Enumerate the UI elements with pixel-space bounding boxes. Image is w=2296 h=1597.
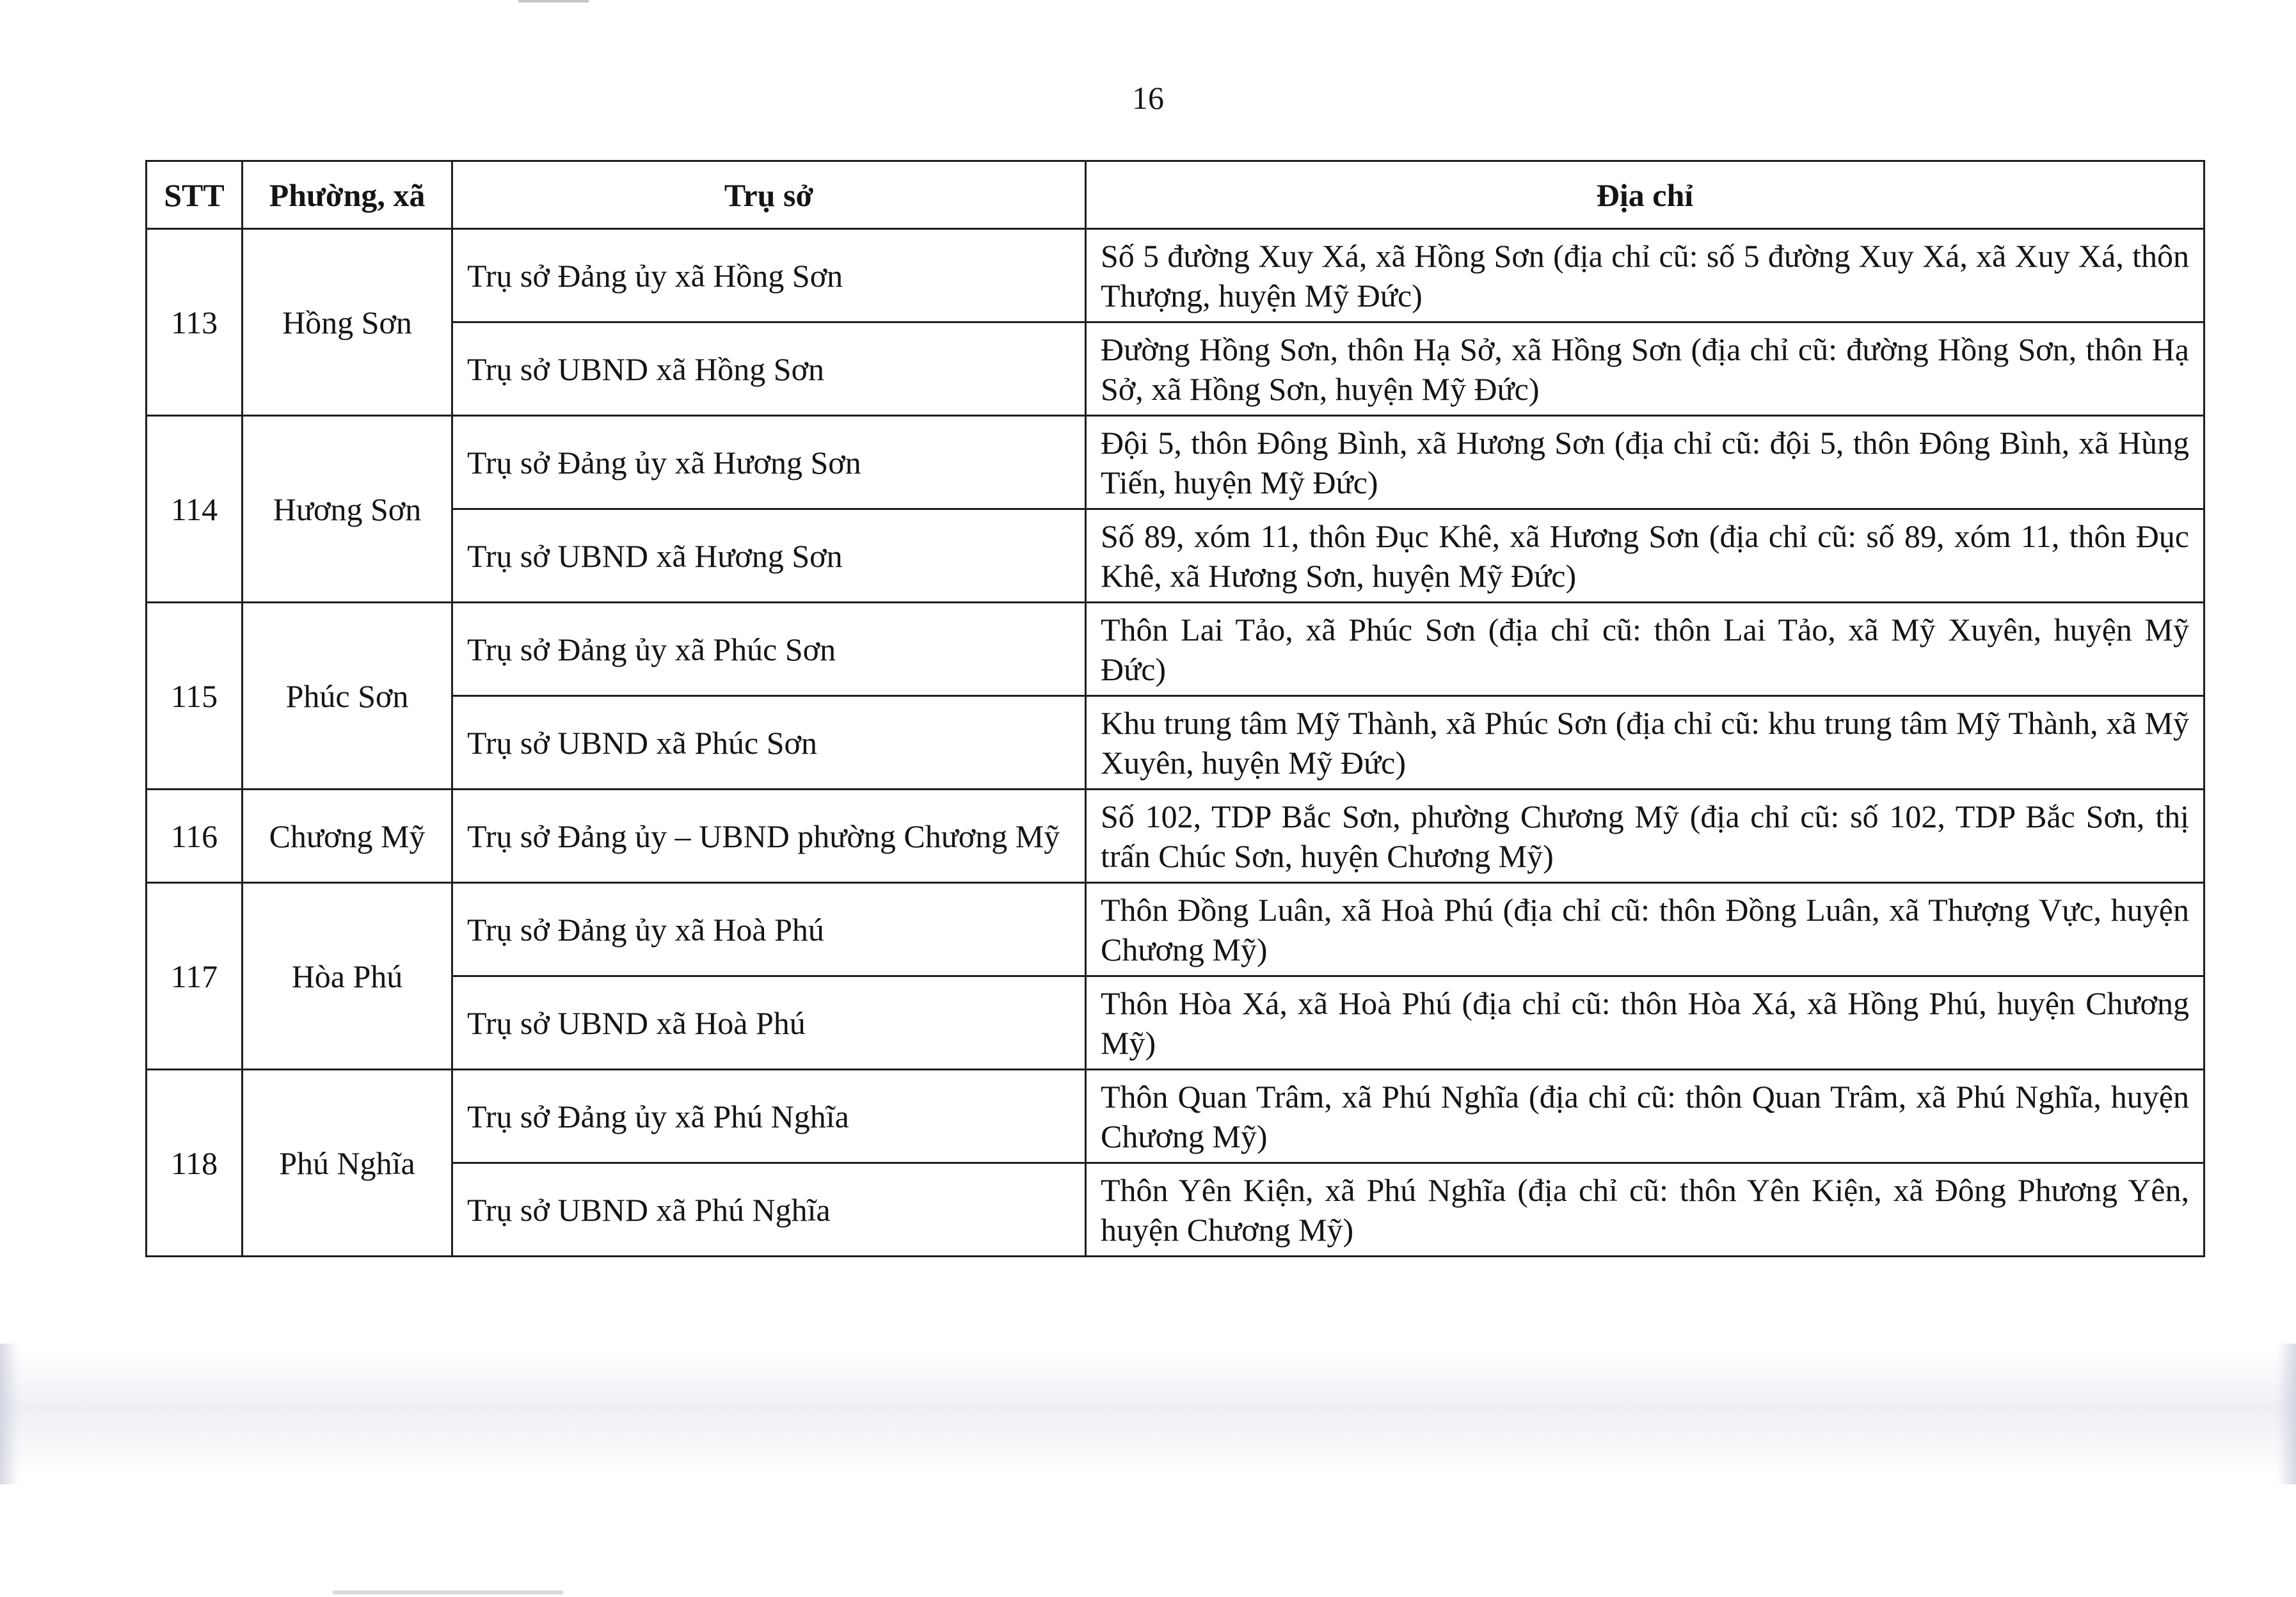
cell-office: Trụ sở Đảng ủy xã Hương Sơn bbox=[452, 416, 1086, 509]
cell-office: Trụ sở UBND xã Phúc Sơn bbox=[452, 696, 1086, 790]
cell-stt: 114 bbox=[147, 416, 243, 603]
cell-office: Trụ sở Đảng ủy xã Hoà Phú bbox=[452, 883, 1086, 976]
cell-address: Thôn Quan Trâm, xã Phú Nghĩa (địa chỉ cũ: thôn Quan Trâm, xã Phú Nghĩa, huyện Chương Mỹ) bbox=[1086, 1070, 2204, 1163]
table-row bbox=[147, 603, 2204, 696]
cell-office: Trụ sở Đảng ủy – UBND phường Chương Mỹ bbox=[452, 790, 1086, 883]
cell-address: Đội 5, thôn Đông Bình, xã Hương Sơn (địa chỉ cũ: đội 5, thôn Đông Bình, xã Hùng Tiến, huyện Mỹ Đức) bbox=[1086, 416, 2204, 509]
page-number: 16 bbox=[1132, 80, 1164, 116]
header-stt: STT bbox=[147, 161, 243, 229]
header-row bbox=[147, 161, 2204, 229]
cell-address: Khu trung tâm Mỹ Thành, xã Phúc Sơn (địa chỉ cũ: khu trung tâm Mỹ Thành, xã Mỹ Xuyên, huyện Mỹ Đức) bbox=[1086, 696, 2204, 790]
cell-ward: Phúc Sơn bbox=[243, 603, 452, 790]
table-row bbox=[147, 509, 2204, 603]
cell-address: Thôn Lai Tảo, xã Phúc Sơn (địa chỉ cũ: thôn Lai Tảo, xã Mỹ Xuyên, huyện Mỹ Đức) bbox=[1086, 603, 2204, 696]
cell-ward: Phú Nghĩa bbox=[243, 1070, 452, 1257]
table-row bbox=[147, 790, 2204, 883]
cell-ward: Hồng Sơn bbox=[243, 229, 452, 416]
headquarters-table bbox=[145, 160, 2205, 1257]
cell-ward: Hương Sơn bbox=[243, 416, 452, 603]
cell-stt: 118 bbox=[147, 1070, 243, 1257]
cell-office: Trụ sở Đảng ủy xã Phú Nghĩa bbox=[452, 1070, 1086, 1163]
cell-office: Trụ sở Đảng ủy xã Phúc Sơn bbox=[452, 603, 1086, 696]
table-row bbox=[147, 416, 2204, 509]
table-row bbox=[147, 976, 2204, 1070]
cell-address: Thôn Đồng Luân, xã Hoà Phú (địa chỉ cũ: thôn Đồng Luân, xã Thượng Vực, huyện Chương Mỹ) bbox=[1086, 883, 2204, 976]
header-address: Địa chỉ bbox=[1086, 161, 2204, 229]
table-row bbox=[147, 1070, 2204, 1163]
cell-address: Đường Hồng Sơn, thôn Hạ Sở, xã Hồng Sơn (địa chỉ cũ: đường Hồng Sơn, thôn Hạ Sở, xã Hồng Sơn, huyện Mỹ Đức) bbox=[1086, 322, 2204, 416]
scan-artifact-top bbox=[518, 0, 589, 3]
cell-stt: 113 bbox=[147, 229, 243, 416]
scan-edge-right bbox=[2277, 1344, 2296, 1484]
cell-ward: Hòa Phú bbox=[243, 883, 452, 1070]
scan-artifact-bottom bbox=[333, 1591, 563, 1594]
cell-office: Trụ sở Đảng ủy xã Hồng Sơn bbox=[452, 229, 1086, 322]
table-row bbox=[147, 1163, 2204, 1257]
table-row bbox=[147, 696, 2204, 790]
table-row bbox=[147, 322, 2204, 416]
cell-stt: 116 bbox=[147, 790, 243, 883]
cell-office: Trụ sở UBND xã Phú Nghĩa bbox=[452, 1163, 1086, 1257]
cell-office: Trụ sở UBND xã Hương Sơn bbox=[452, 509, 1086, 603]
header-ward: Phường, xã bbox=[243, 161, 452, 229]
scan-shade bbox=[0, 1350, 2296, 1478]
cell-address: Số 89, xóm 11, thôn Đục Khê, xã Hương Sơn (địa chỉ cũ: số 89, xóm 11, thôn Đục Khê, xã Hương Sơn, huyện Mỹ Đức) bbox=[1086, 509, 2204, 603]
table-row bbox=[147, 883, 2204, 976]
cell-address: Số 102, TDP Bắc Sơn, phường Chương Mỹ (địa chỉ cũ: số 102, TDP Bắc Sơn, thị trấn Chúc Sơn, huyện Chương Mỹ) bbox=[1086, 790, 2204, 883]
header-office: Trụ sở bbox=[452, 161, 1086, 229]
table-row bbox=[147, 229, 2204, 322]
cell-address: Số 5 đường Xuy Xá, xã Hồng Sơn (địa chỉ cũ: số 5 đường Xuy Xá, xã Xuy Xá, thôn Thượng, huyện Mỹ Đức) bbox=[1086, 229, 2204, 322]
cell-address: Thôn Hòa Xá, xã Hoà Phú (địa chỉ cũ: thôn Hòa Xá, xã Hồng Phú, huyện Chương Mỹ) bbox=[1086, 976, 2204, 1070]
cell-stt: 117 bbox=[147, 883, 243, 1070]
scan-edge-left bbox=[0, 1344, 19, 1484]
cell-office: Trụ sở UBND xã Hoà Phú bbox=[452, 976, 1086, 1070]
cell-stt: 115 bbox=[147, 603, 243, 790]
cell-ward: Chương Mỹ bbox=[243, 790, 452, 883]
cell-office: Trụ sở UBND xã Hồng Sơn bbox=[452, 322, 1086, 416]
cell-address: Thôn Yên Kiện, xã Phú Nghĩa (địa chỉ cũ: thôn Yên Kiện, xã Đông Phương Yên, huyện Chương Mỹ) bbox=[1086, 1163, 2204, 1257]
